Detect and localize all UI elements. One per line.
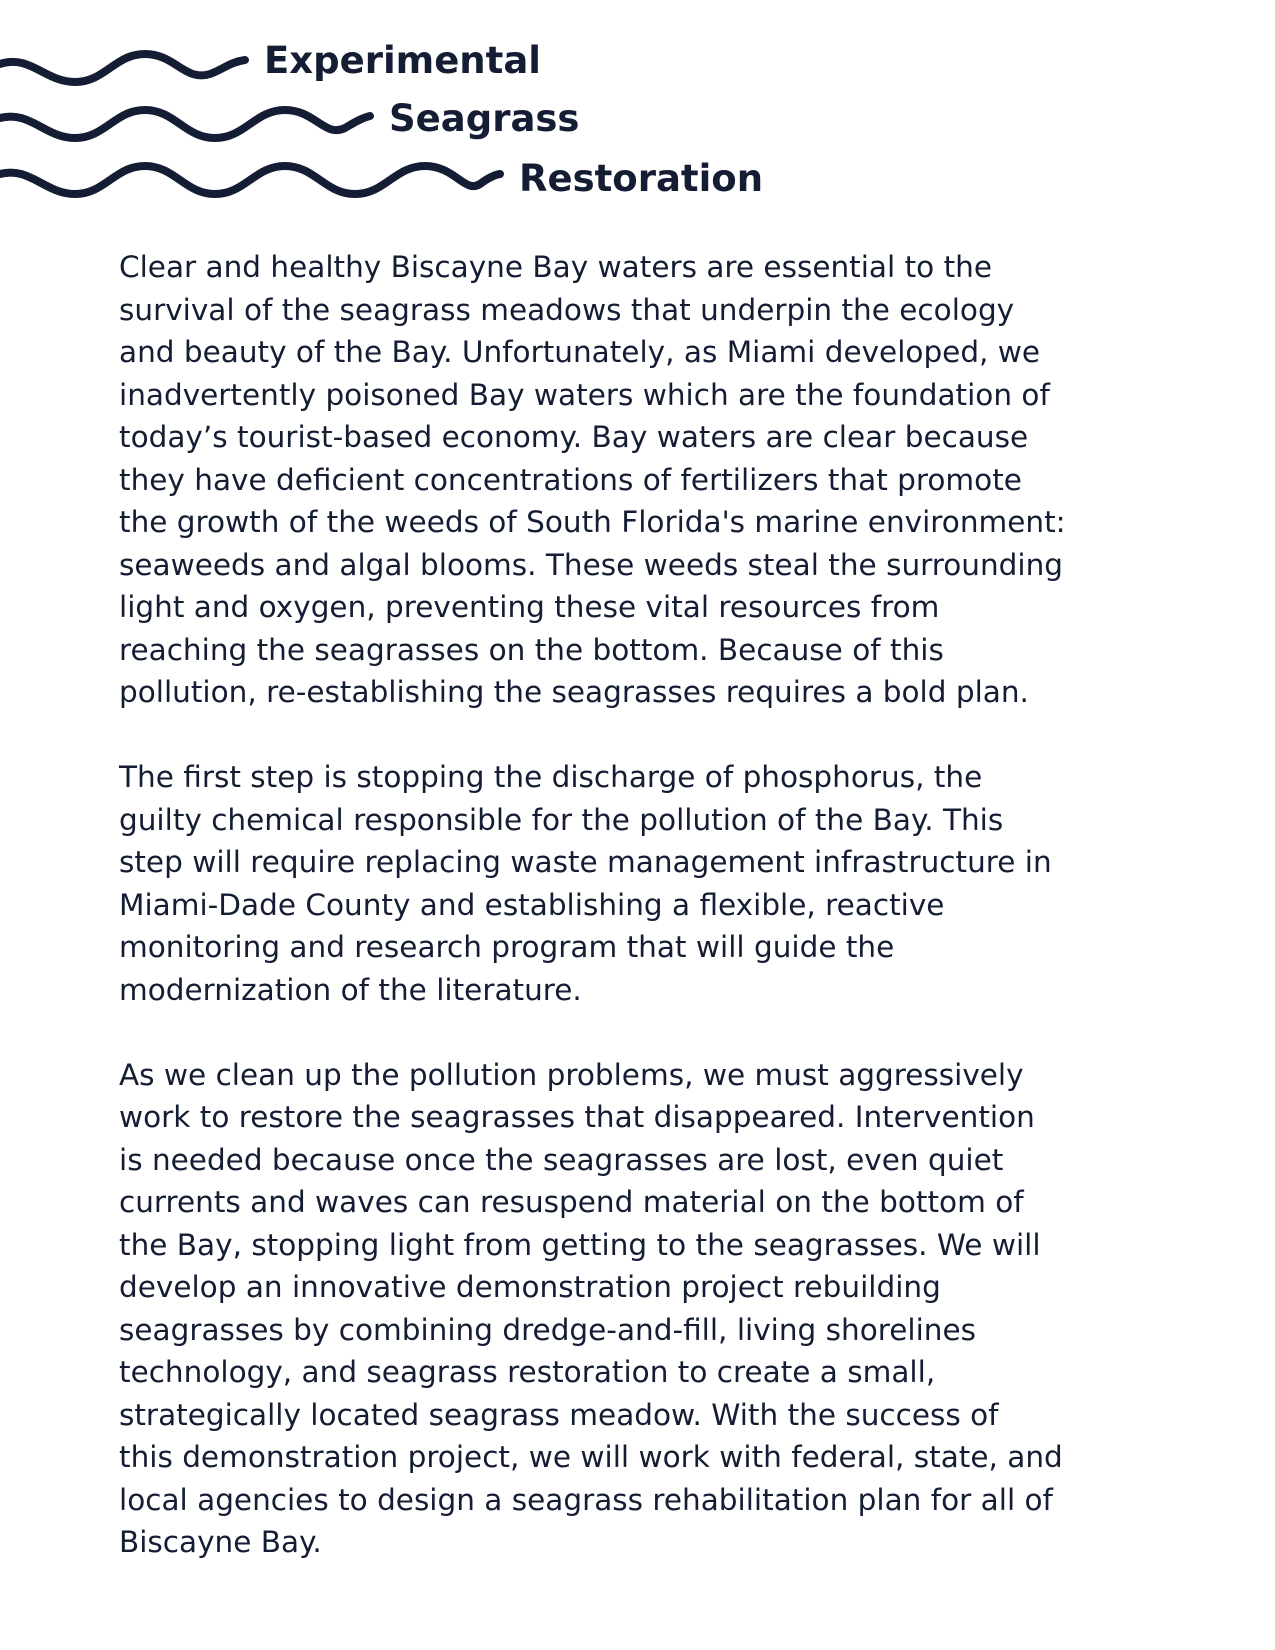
title-line-seagrass: Seagrass: [389, 97, 580, 140]
wave-line-1-icon: [0, 48, 250, 88]
header: [0, 0, 1275, 220]
title-line-experimental: Experimental: [264, 39, 541, 82]
article-body: [119, 246, 1189, 1606]
wave-line-2-icon: [0, 106, 375, 146]
title-line-restoration: Restoration: [519, 157, 764, 200]
paragraph-first-step: The first step is stopping the discharge of phosphorus, the guilty chemical responsible for the pollution of the Bay. This step will require replacing waste management infrastructure in Miami-Dade County and establishing a flexible, reactive monitoring and research program that will guide the modernization of the literature.: [119, 760, 1052, 1007]
paragraph-restoration-plan: As we clean up the pollution problems, we must aggressively work to restore the seagrasses that disappeared. Intervention is needed because once the seagrasses are lost, even quiet currents and waves can resuspend material on the bottom of the Bay, stopping light from getting to the seagrasses. We will develop an innovative demonstration project rebuilding seagrasses by combining dredge-and-fill, living shorelines technology, and seagrass restoration to create a small, strategically located seagrass meadow. With the success of this demonstration project, we will work with federal, state, and local agencies to design a seagrass rehabilitation plan for all of Biscayne Bay.: [119, 1057, 1063, 1559]
wave-line-3-icon: [0, 162, 505, 202]
paragraph-intro: Clear and healthy Biscayne Bay waters are essential to the survival of the seagrass meadows that underpin the ecology and beauty of the Bay. Unfortunately, as Miami developed, we inadvertently poisoned Bay waters which are the foundation of today’s tourist-based economy. Bay waters are clear because they have deficient concentrations of fertilizers that promote the growth of the weeds of South Florida's marine environment: seaweeds and algal blooms. These weeds steal the surrounding light and oxygen, preventing these vital resources from reaching the seagrasses on the bottom. Because of this pollution, re-establishing the seagrasses requires a bold plan.: [119, 250, 1066, 709]
